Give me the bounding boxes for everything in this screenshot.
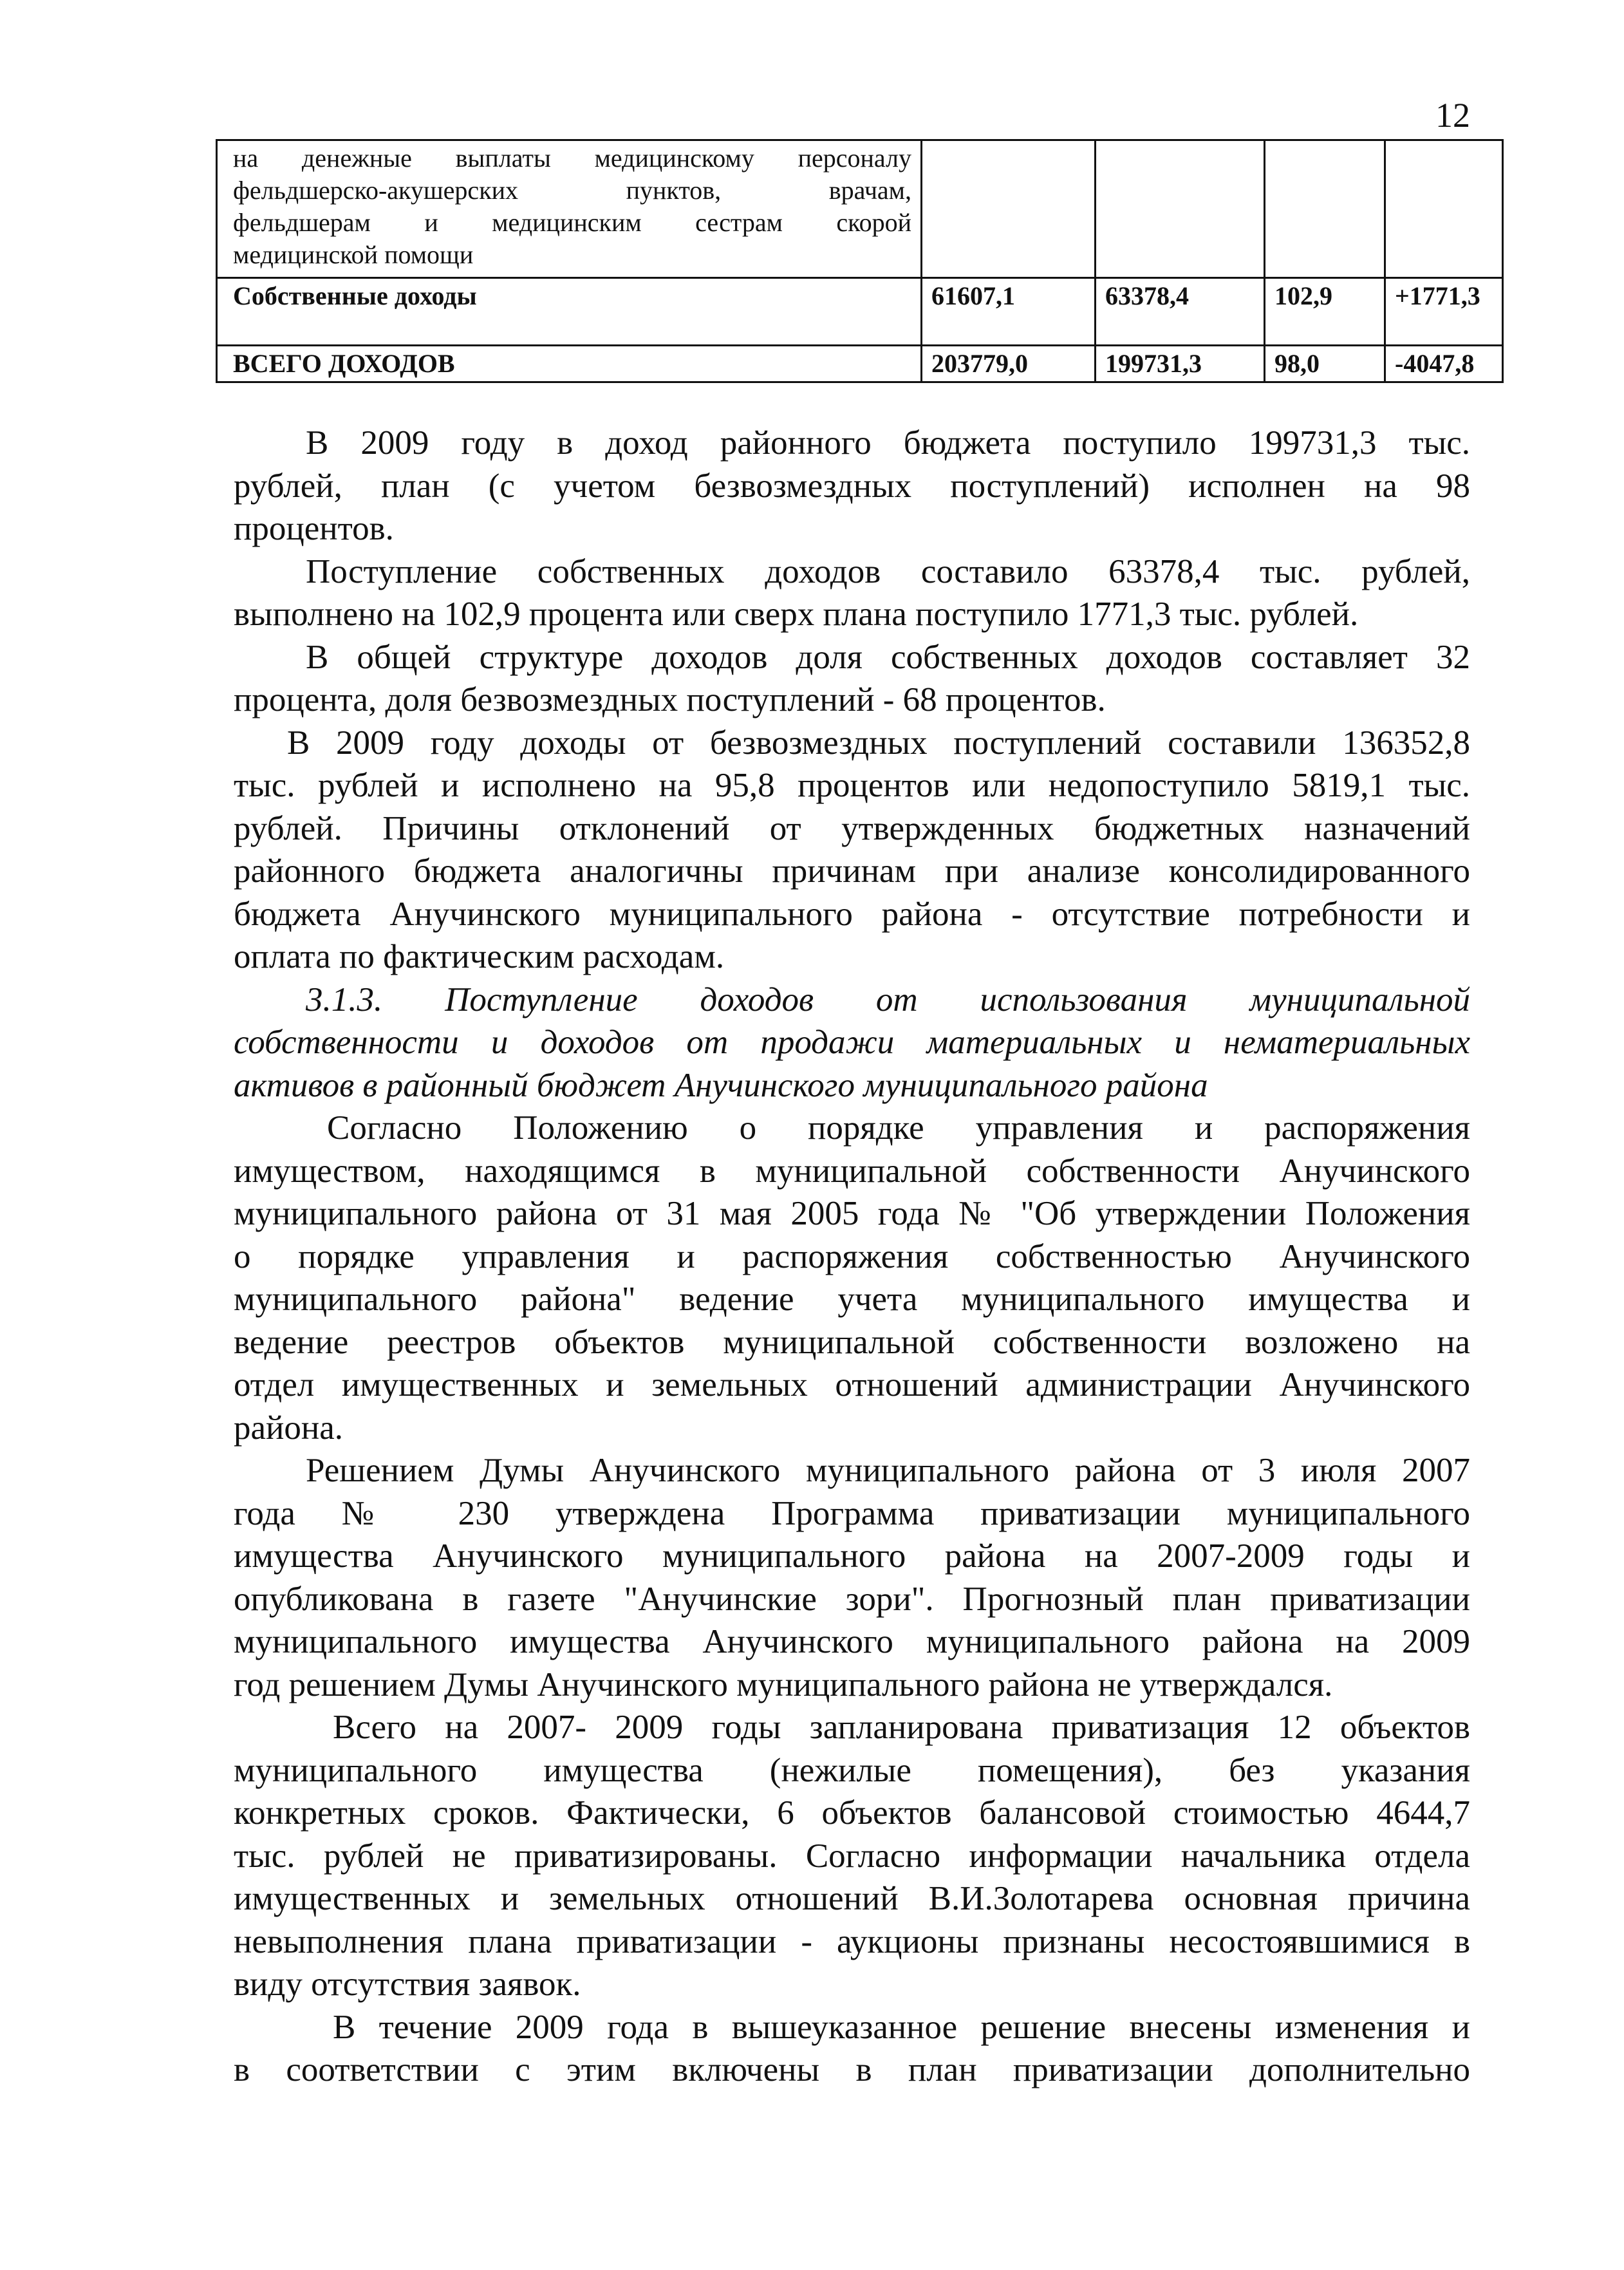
text-line: о порядке управления и распоряжения собственностью Анучинского: [234, 1237, 1470, 1275]
body-text: [234, 422, 1470, 2092]
cell-deviation: -4047,8: [1385, 346, 1503, 382]
text-line: рублей, план (с учетом безвозмездных поступлений) исполнен на 98: [234, 467, 1470, 505]
cell-plan: 203779,0: [922, 346, 1096, 382]
paragraph: [234, 550, 1470, 636]
text-line: имуществом, находящимся в муниципальной собственности Анучинского: [234, 1152, 1470, 1190]
text-line: ведение реестров объектов муниципальной собственности возложено на: [234, 1323, 1470, 1361]
cell-actual: [1096, 140, 1265, 278]
text-line: имущества Анучинского муниципального района на 2007-2009 годы и: [234, 1537, 1470, 1575]
text-line: тыс. рублей не приватизированы. Согласно информации начальника отдела: [234, 1837, 1470, 1875]
text-line: муниципального имущества Анучинского муниципального района на 2009: [234, 1623, 1470, 1660]
text-line: муниципального района от 31 мая 2005 года № "Об утверждении Положения: [234, 1195, 1470, 1232]
paragraph: [234, 1107, 1470, 1449]
description-line: Собственные доходы: [233, 281, 477, 310]
text-line: бюджета Анучинского муниципального района - отсутствие потребности и: [234, 895, 1470, 933]
text-line: виду отсутствия заявок.: [234, 1965, 581, 2003]
text-line: Поступление собственных доходов составило 63378,4 тыс. рублей,: [306, 552, 1470, 590]
paragraph: [234, 422, 1470, 550]
text-line: отдел имущественных и земельных отношений администрации Анучинского: [234, 1366, 1470, 1403]
cell-actual: 63378,4: [1096, 278, 1265, 346]
cell-deviation: +1771,3: [1385, 278, 1503, 346]
description-line: фельдшерско-акушерских пунктов, врачам,: [233, 176, 911, 205]
text-line: Согласно Положению о порядке управления и распоряжения: [327, 1109, 1470, 1147]
cell-percent: 98,0: [1265, 346, 1385, 382]
text-line: оплата по фактическим расходам.: [234, 938, 725, 975]
paragraph: [234, 2006, 1470, 2092]
text-line: районного бюджета аналогичны причинам при анализе консолидированного: [234, 852, 1470, 890]
text-line: процентов.: [234, 510, 394, 547]
table-row: [217, 346, 1503, 382]
text-line: активов в районный бюджет Анучинского муниципального района: [234, 1066, 1208, 1104]
text-line: год решением Думы Анучинского муниципального района не утверждался.: [234, 1665, 1333, 1703]
page-number: 12: [1435, 96, 1470, 135]
cell-plan: [922, 140, 1096, 278]
text-line: года № 230 утверждена Программа приватизации муниципального: [234, 1494, 1470, 1532]
paragraph: [234, 1449, 1470, 1706]
row-description: [217, 278, 922, 346]
cell-plan: 61607,1: [922, 278, 1096, 346]
paragraph: [234, 1706, 1470, 2006]
text-line: 3.1.3. Поступление доходов от использования муниципальной: [306, 980, 1470, 1018]
row-description: [217, 346, 922, 382]
text-line: выполнено на 102,9 процента или сверх плана поступило 1771,3 тыс. рублей.: [234, 596, 1359, 633]
section-heading: [234, 979, 1470, 1107]
description-line: медицинской помощи: [233, 240, 474, 269]
text-line: В общей структуре доходов доля собственных доходов составляет 32: [306, 638, 1470, 676]
text-line: имущественных и земельных отношений В.И.Золотарева основная причина: [234, 1880, 1470, 1917]
table-row: [217, 140, 1503, 278]
paragraph: [234, 636, 1470, 722]
cell-percent: [1265, 140, 1385, 278]
text-line: Решением Думы Анучинского муниципального района от 3 июля 2007: [306, 1452, 1470, 1489]
row-description: [217, 140, 922, 278]
text-line: опубликована в газете "Анучинские зори". Прогнозный план приватизации: [234, 1580, 1470, 1618]
cell-deviation: [1385, 140, 1503, 278]
cell-actual: 199731,3: [1096, 346, 1265, 382]
revenue-table: [216, 139, 1504, 383]
description-line: фельдшерам и медицинским сестрам скорой: [233, 208, 911, 237]
text-line: района.: [234, 1409, 344, 1447]
text-line: тыс. рублей и исполнено на 95,8 процентов или недопоступило 5819,1 тыс.: [234, 767, 1470, 804]
text-line: муниципального имущества (нежилые помещения), без указания: [234, 1751, 1470, 1789]
text-line: конкретных сроков. Фактически, 6 объектов балансовой стоимостью 4644,7: [234, 1794, 1470, 1832]
description-line: ВСЕГО ДОХОДОВ: [233, 349, 455, 378]
text-line: невыполнения плана приватизации - аукционы признаны несостоявшимися в: [234, 1922, 1470, 1960]
text-line: В 2009 году в доход районного бюджета поступило 199731,3 тыс.: [306, 424, 1470, 462]
text-line: в соответствии с этим включены в план приватизации дополнительно: [234, 2051, 1470, 2088]
text-line: собственности и доходов от продажи материальных и нематериальных: [234, 1024, 1470, 1061]
description-line: на денежные выплаты медицинскому персоналу: [233, 144, 911, 173]
text-line: Всего на 2007- 2009 годы запланирована приватизация 12 объектов: [333, 1709, 1470, 1746]
paragraph: [234, 722, 1470, 979]
text-line: муниципального района" ведение учета муниципального имущества и: [234, 1280, 1470, 1318]
text-line: рублей. Причины отклонений от утвержденных бюджетных назначений: [234, 809, 1470, 847]
text-line: процента, доля безвозмездных поступлений - 68 процентов.: [234, 681, 1106, 718]
text-line: В 2009 году доходы от безвозмездных поступлений составили 136352,8: [287, 724, 1470, 762]
text-line: В течение 2009 года в вышеуказанное решение внесены изменения и: [333, 2008, 1470, 2046]
table-row: [217, 278, 1503, 346]
cell-percent: 102,9: [1265, 278, 1385, 346]
